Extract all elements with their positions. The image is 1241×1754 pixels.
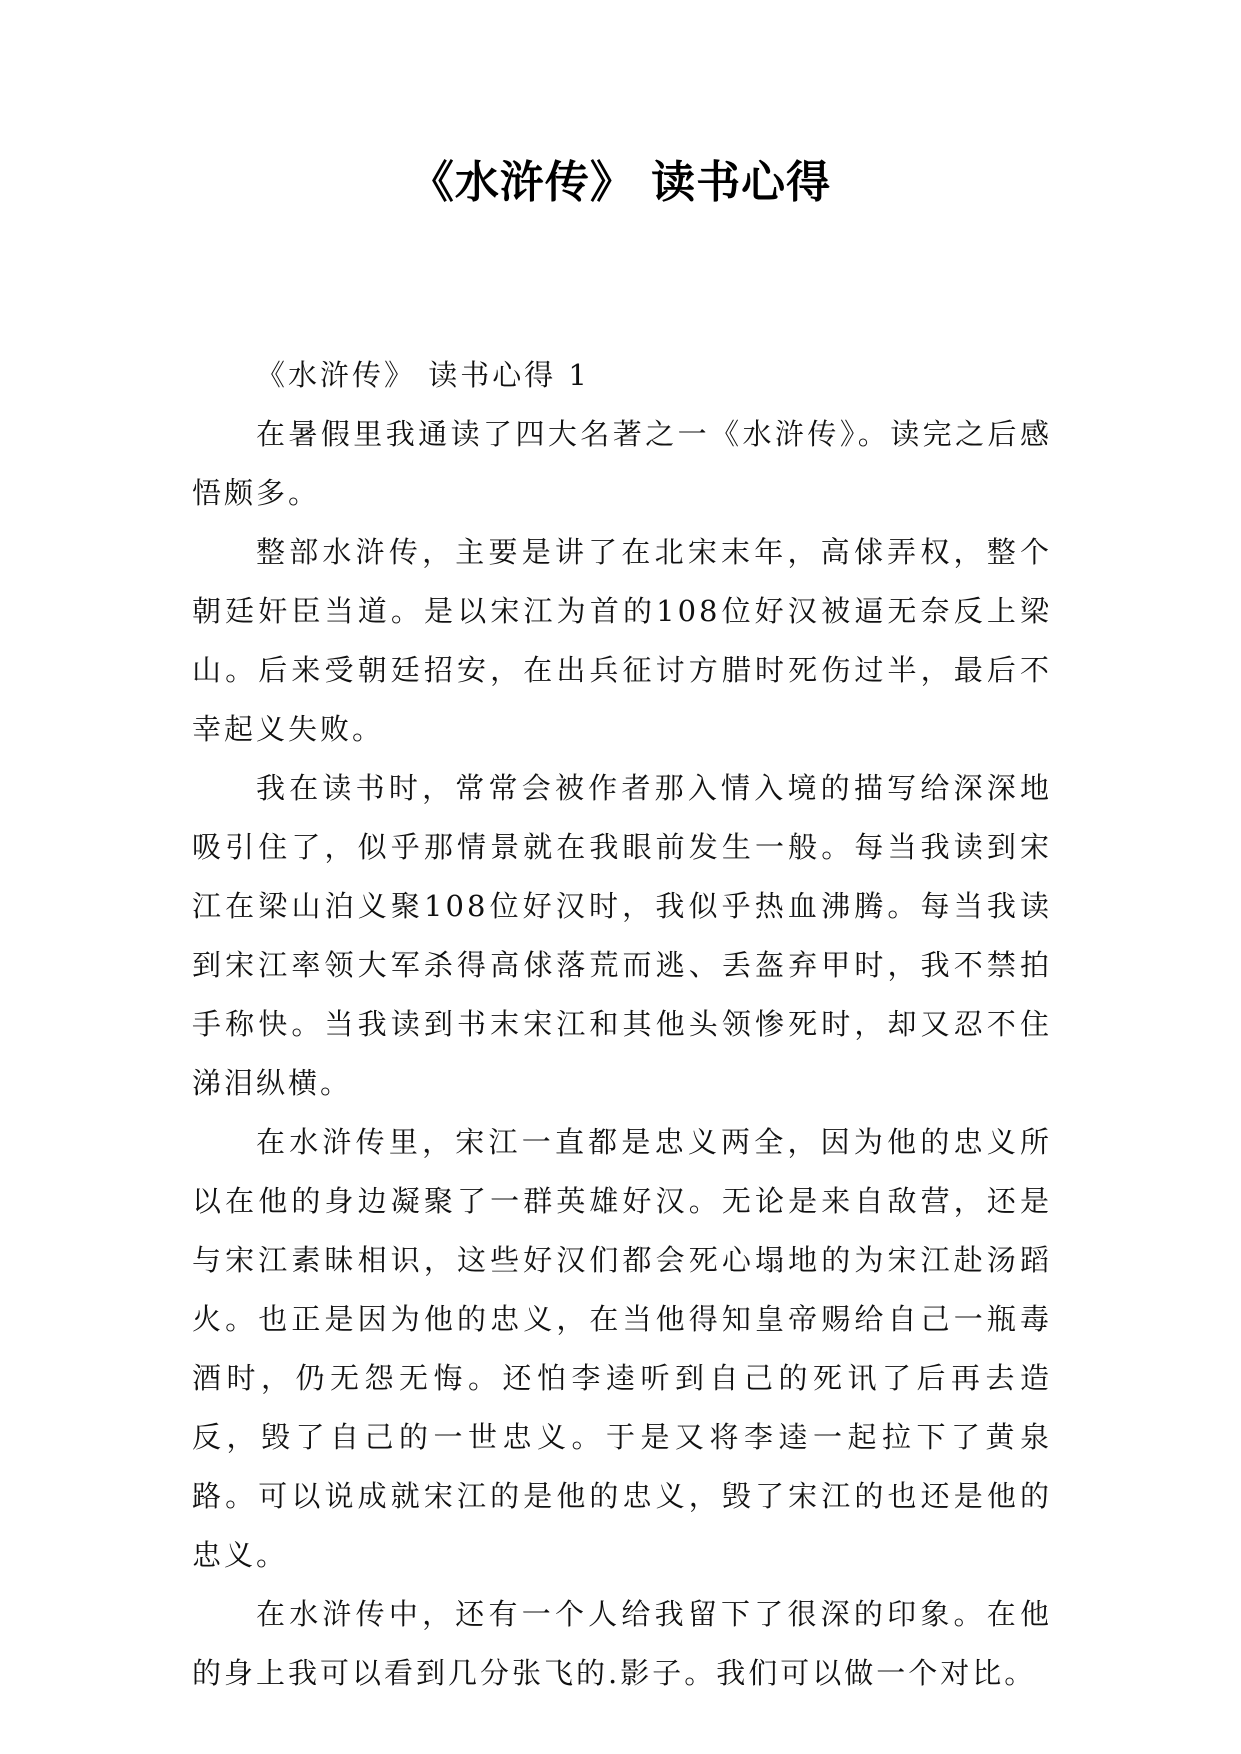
paragraph: 我在读书时，常常会被作者那入情入境的描写给深深地吸引住了，似乎那情景就在我眼前发生一般。每当我读到宋江在梁山泊义聚108位好汉时，我似乎热血沸腾。每当我读到宋江率领大军杀得高俅落荒而逃、丢盔弃甲时，我不禁拍手称快。当我读到书末宋江和其他头领惨死时，却又忍不住涕泪纵横。 — [192, 771, 1052, 1100]
paragraph: 在水浒传里，宋江一直都是忠义两全，因为他的忠义所以在他的身边凝聚了一群英雄好汉。无论是来自敌营，还是与宋江素昧相识，这些好汉们都会死心塌地的为宋江赴汤蹈火。也正是因为他的忠义，在当他得知皇帝赐给自己一瓶毒酒时，仍无怨无悔。还怕李逵听到自己的死讯了后再去造反，毁了自己的一世忠义。于是又将李逵一起拉下了黄泉路。可以说成就宋江的是他的忠义，毁了宋江的也还是他的忠义。 — [192, 1125, 1052, 1572]
paragraph: 在水浒传中，还有一个人给我留下了很深的印象。在他的身上我可以看到几分张飞的.影子。我们可以做一个对比。 — [192, 1597, 1052, 1690]
paragraph: 整部水浒传，主要是讲了在北宋末年，高俅弄权，整个朝廷奸臣当道。是以宋江为首的108位好汉被逼无奈反上梁山。后来受朝廷招安，在出兵征讨方腊时死伤过半，最后不幸起义失败。 — [192, 535, 1052, 746]
paragraph: 在暑假里我通读了四大名著之一《水浒传》。读完之后感悟颇多。 — [192, 417, 1052, 510]
document-title: 《水浒传》 读书心得 — [409, 157, 832, 208]
section-heading: 《水浒传》 读书心得 1 — [256, 358, 590, 392]
document-body — [192, 346, 1052, 1703]
